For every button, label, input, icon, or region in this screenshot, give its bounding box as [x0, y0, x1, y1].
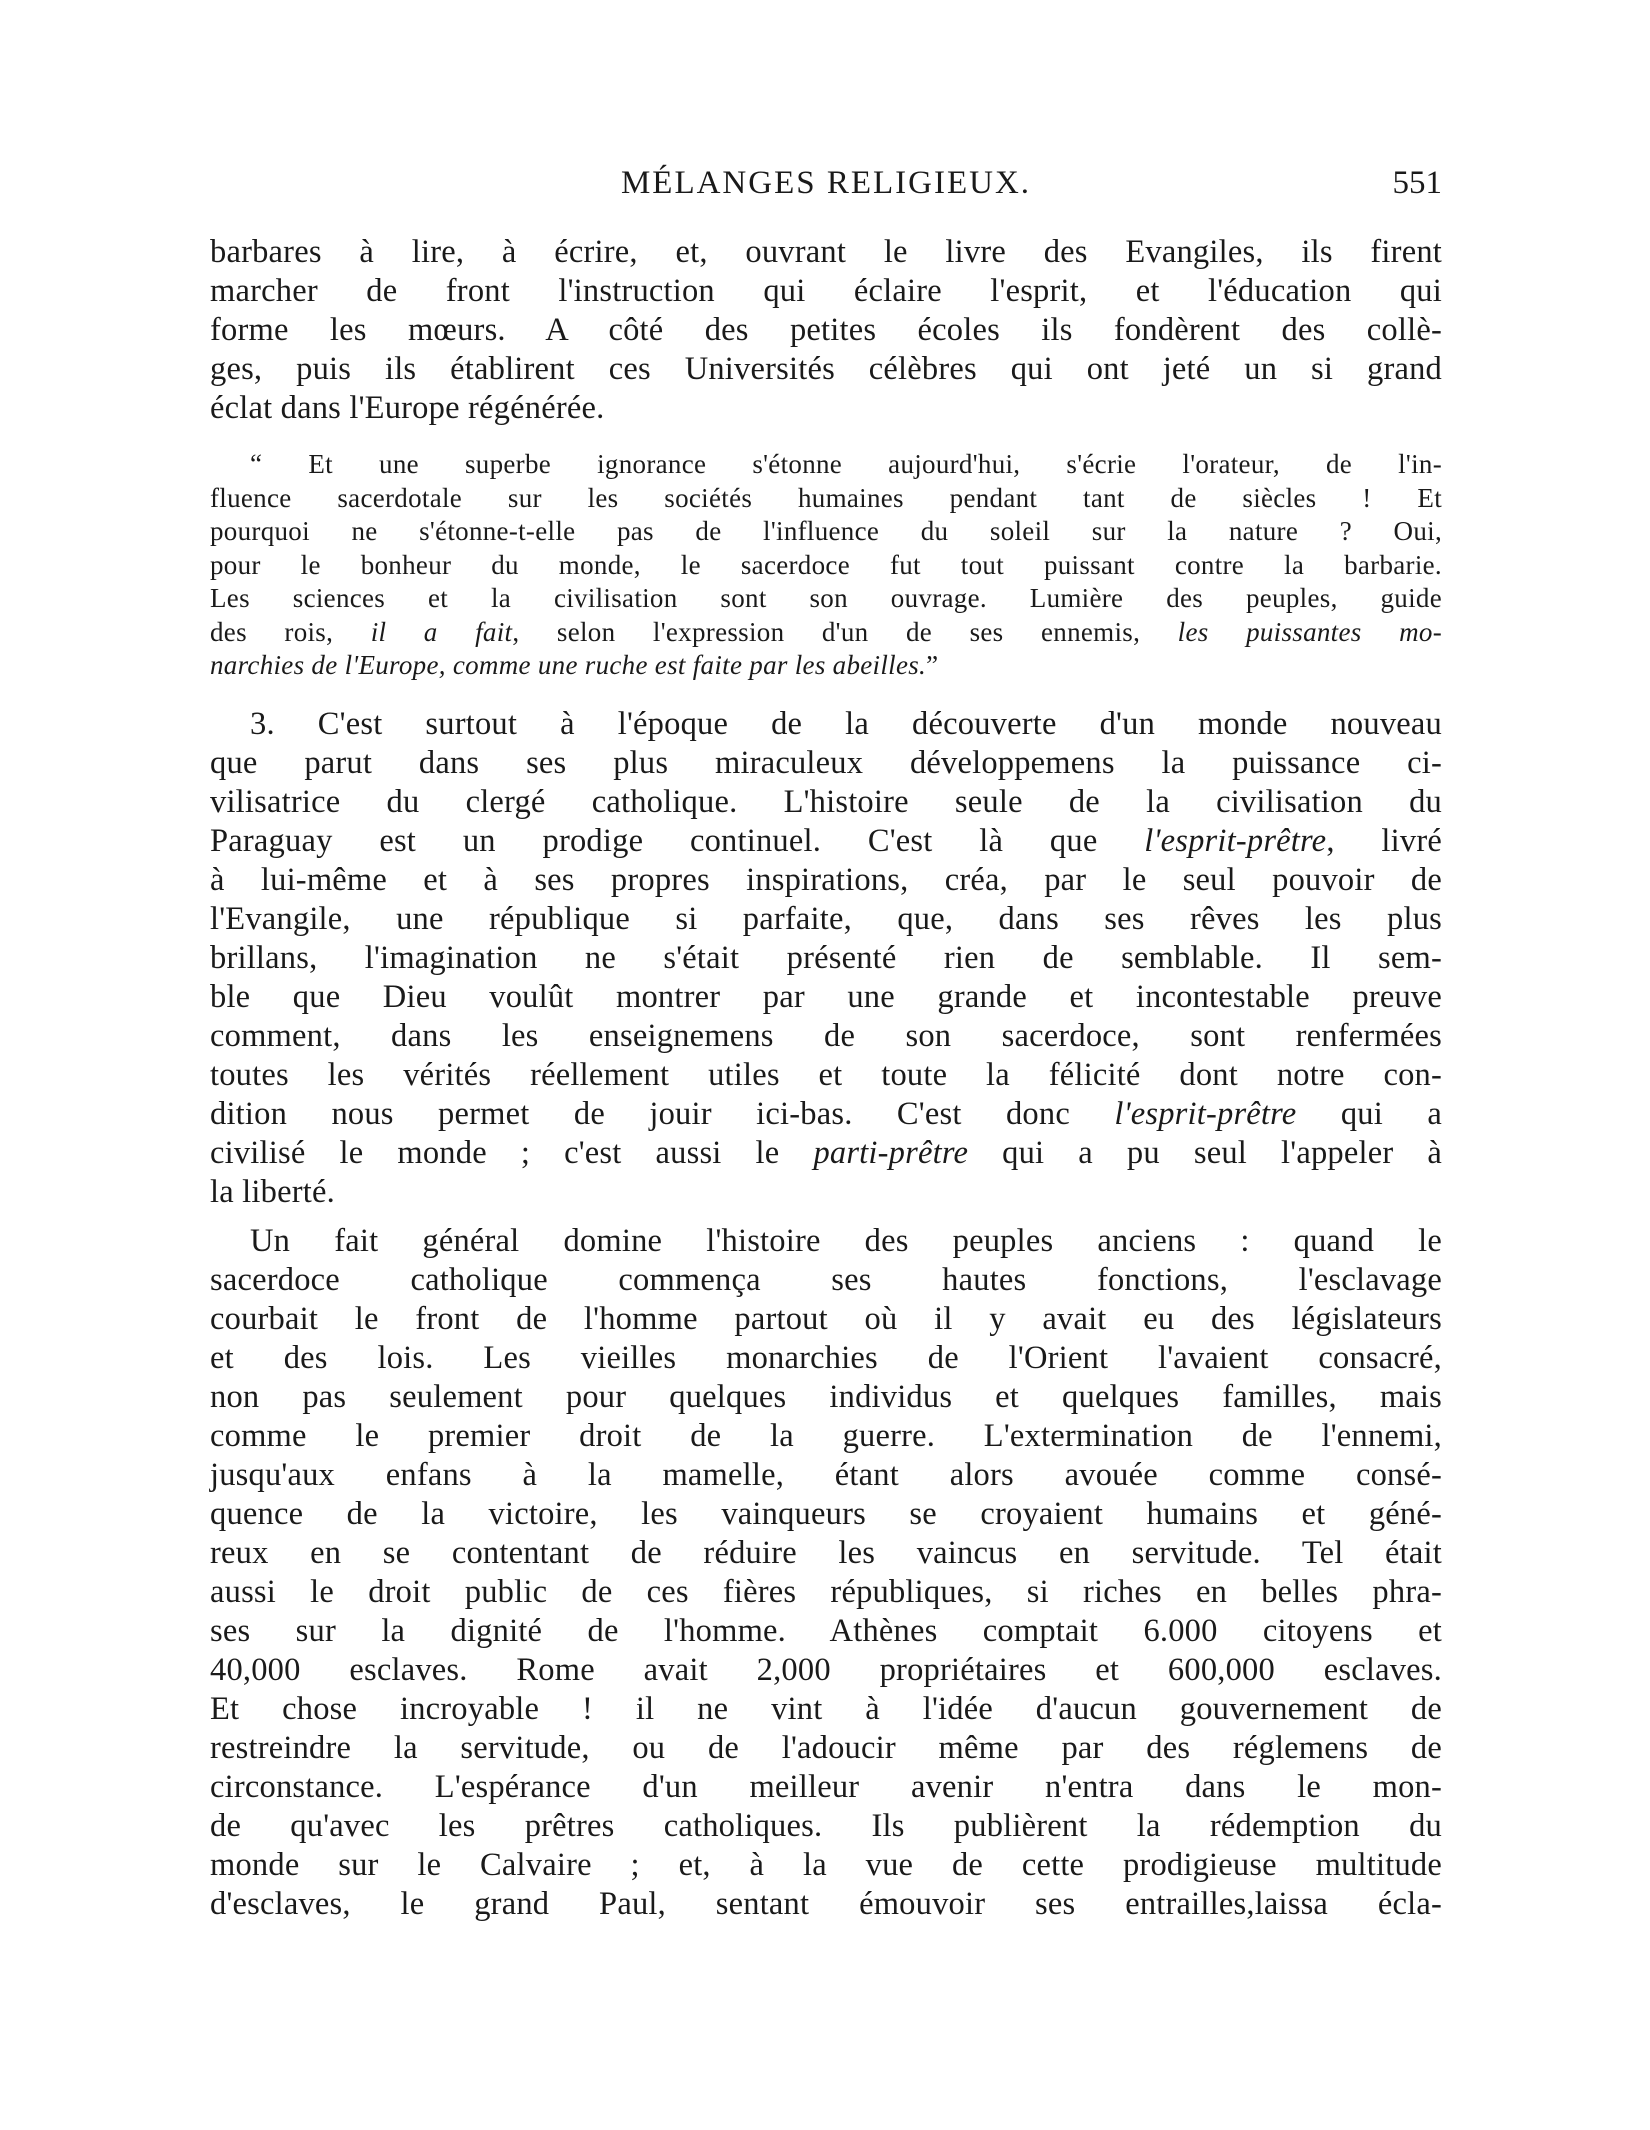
- italic-run: l'esprit-prêtre: [1114, 1095, 1297, 1132]
- running-title: MÉLANGES RELIGIEUX.: [620, 165, 1032, 201]
- roman-run: qui a pu seul l'appeler à: [968, 1134, 1442, 1171]
- roman-run: ”: [926, 650, 939, 680]
- text-line: brillans, l'imagination ne s'était présenté rien de semblable. Il sem-: [210, 939, 1442, 976]
- text-line: à lui-même et à ses propres inspirations, créa, par le seul pouvoir de: [210, 861, 1442, 898]
- text-line: marcher de front l'instruction qui éclaire l'esprit, et l'éducation qui: [210, 273, 1442, 309]
- text-line: l'Evangile, une république si parfaite, que, dans ses rêves les plus: [210, 900, 1442, 937]
- text-line: restreindre la servitude, ou de l'adoucir même par des réglemens de: [210, 1729, 1442, 1766]
- text-line: toutes les vérités réellement utiles et toute la félicité dont notre con-: [210, 1056, 1442, 1093]
- roman-run: , livré: [1326, 822, 1442, 859]
- text-line: pour le bonheur du monde, le sacerdoce fut tout puissant contre la barbarie.: [210, 549, 1442, 580]
- text-line: ble que Dieu voulût montrer par une grande et incontestable preuve: [210, 978, 1442, 1015]
- text-line: sacerdoce catholique commença ses hautes fonctions, l'esclavage: [210, 1261, 1442, 1298]
- text-line-mixed: [210, 1095, 1442, 1134]
- paragraph-section-3: [210, 705, 1442, 1212]
- text-line: Un fait général domine l'histoire des peuples anciens : quand le: [250, 1222, 1442, 1259]
- page-number: 551: [1392, 165, 1442, 201]
- book-page: [210, 165, 1442, 1924]
- text-line: comme le premier droit de la guerre. L'extermination de l'ennemi,: [210, 1417, 1442, 1454]
- roman-run: qui a: [1296, 1095, 1442, 1132]
- roman-run: dition nous permet de jouir ici-bas. C'est donc: [210, 1095, 1115, 1132]
- text-line: vilisatrice du clergé catholique. L'histoire seule de la civilisation du: [210, 783, 1442, 820]
- italic-run: il a fait: [370, 616, 513, 647]
- text-line: aussi le droit public de ces fières républiques, si riches en belles phra-: [210, 1573, 1442, 1610]
- text-line: jusqu'aux enfans à la mamelle, étant alors avouée comme consé-: [210, 1456, 1442, 1493]
- text-line: barbares à lire, à écrire, et, ouvrant le livre des Evangiles, ils firent: [210, 234, 1442, 270]
- text-line-mixed: [210, 822, 1442, 861]
- paragraph-continuation: [210, 233, 1442, 428]
- text-line: fluence sacerdotale sur les sociétés humaines pendant tant de siècles ! Et: [210, 482, 1442, 513]
- text-line: reux en se contentant de réduire les vaincus en servitude. Tel était: [210, 1534, 1442, 1571]
- text-line: d'esclaves, le grand Paul, sentant émouvoir ses entrailles,laissa écla-: [210, 1885, 1442, 1922]
- text-line: forme les mœurs. A côté des petites écoles ils fondèrent des collè-: [210, 312, 1442, 348]
- text-line: 40,000 esclaves. Rome avait 2,000 propriétaires et 600,000 esclaves.: [210, 1651, 1442, 1688]
- text-line: courbait le front de l'homme partout où il y avait eu des législateurs: [210, 1300, 1442, 1337]
- text-line: éclat dans l'Europe régénérée.: [210, 390, 605, 426]
- text-line-mixed: [210, 616, 1442, 650]
- text-line: monde sur le Calvaire ; et, à la vue de cette prodigieuse multitude: [210, 1846, 1442, 1883]
- text-line: la liberté.: [210, 1173, 335, 1210]
- text-line: non pas seulement pour quelques individus et quelques familles, mais: [210, 1378, 1442, 1415]
- text-line: et des lois. Les vieilles monarchies de l'Orient l'avaient consacré,: [210, 1339, 1442, 1376]
- italic-run: parti-prêtre: [813, 1134, 969, 1171]
- roman-run: , selon l'expression d'un de ses ennemis,: [512, 616, 1178, 647]
- italic-run: narchies de l'Europe, comme une ruche est faite par les abeilles.: [210, 650, 927, 680]
- text-line: que parut dans ses plus miraculeux développemens la puissance ci-: [210, 744, 1442, 781]
- text-line: 3. C'est surtout à l'époque de la découverte d'un monde nouveau: [250, 705, 1442, 742]
- text-line: Les sciences et la civilisation sont son ouvrage. Lumière des peuples, guide: [210, 583, 1442, 613]
- quotation-paragraph: [210, 448, 1442, 683]
- text-line: quence de la victoire, les vainqueurs se croyaient humains et géné-: [210, 1495, 1442, 1532]
- paragraph-slavery: [210, 1222, 1442, 1924]
- italic-run: les puissantes mo-: [1177, 616, 1442, 647]
- text-line: de qu'avec les prêtres catholiques. Ils publièrent la rédemption du: [210, 1807, 1442, 1844]
- text-line: comment, dans les enseignemens de son sacerdoce, sont renfermées: [210, 1017, 1442, 1054]
- text-line: ses sur la dignité de l'homme. Athènes comptait 6.000 citoyens et: [210, 1612, 1442, 1649]
- text-line: circonstance. L'espérance d'un meilleur avenir n'entra dans le mon-: [210, 1768, 1442, 1805]
- italic-run: l'esprit-prêtre: [1144, 822, 1327, 859]
- roman-run: des rois,: [210, 616, 371, 647]
- text-line: ges, puis ils établirent ces Universités célèbres qui ont jeté un si grand: [210, 351, 1442, 387]
- running-head: [210, 165, 1442, 215]
- text-line: “ Et une superbe ignorance s'étonne aujourd'hui, s'écrie l'orateur, de l'in-: [250, 449, 1442, 479]
- text-line-mixed: [210, 649, 1442, 683]
- text-line: Et chose incroyable ! il ne vint à l'idée d'aucun gouvernement de: [210, 1690, 1442, 1727]
- roman-run: Paraguay est un prodige continuel. C'est là que: [210, 822, 1145, 859]
- text-line: pourquoi ne s'étonne-t-elle pas de l'influence du soleil sur la nature ? Oui,: [210, 516, 1442, 546]
- text-line-mixed: [210, 1134, 1442, 1173]
- roman-run: civilisé le monde ; c'est aussi le: [210, 1134, 814, 1171]
